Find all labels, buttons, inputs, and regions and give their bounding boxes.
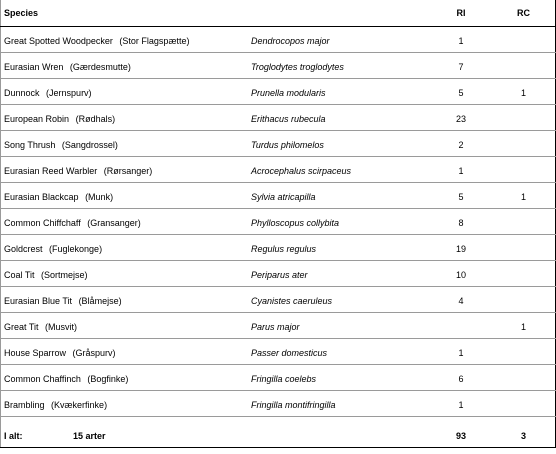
common-name: Coal Tit [4,270,35,280]
ri-cell: 2 [458,140,464,150]
latin-name-cell: Sylvia atricapilla [251,192,316,202]
latin-name-cell: Dendrocopos major [251,36,330,46]
table-row [0,53,556,79]
latin-name-cell: Troglodytes troglodytes [251,62,344,72]
danish-name: (Gråspurv) [72,348,116,358]
common-name: House Sparrow [4,348,67,358]
table-footer-row [0,422,556,448]
common-name: Common Chaffinch [4,374,81,384]
table-row [0,365,556,391]
danish-name: (Rørsanger) [103,166,153,176]
latin-name-cell: Parus major [251,322,300,332]
species-name-cell [4,35,189,47]
danish-name: (Jernspurv) [46,88,92,98]
ri-cell: 8 [458,218,464,228]
danish-name: (Gærdesmutte) [69,62,131,72]
species-name-cell [4,87,92,99]
table-row [0,235,556,261]
ri-cell: 1 [458,166,464,176]
latin-name-cell: Fringilla montifringilla [251,400,336,410]
species-name-cell [4,191,113,203]
species-name-cell [4,399,107,411]
danish-name: (Sangdrossel) [61,140,118,150]
footer-rc-total: 3 [520,431,526,441]
common-name: Great Tit [4,322,39,332]
footer-ri-total: 93 [455,431,466,441]
common-name: Common Chiffchaff [4,218,81,228]
danish-name: (Sortmejse) [41,270,88,280]
table-row [0,287,556,313]
ri-cell: 5 [458,88,464,98]
danish-name: (Blåmejse) [78,296,122,306]
common-name: Goldcrest [4,244,43,254]
species-name-cell [4,243,102,255]
danish-name: (Munk) [85,192,114,202]
ri-cell: 7 [458,62,464,72]
species-name-cell [4,113,115,125]
latin-name-cell: Cyanistes caeruleus [251,296,333,306]
rc-cell: 1 [520,322,526,332]
table-row [0,339,556,365]
table-row [0,79,556,105]
ri-cell: 10 [455,270,466,280]
common-name: Eurasian Reed Warbler [4,166,98,176]
common-name: European Robin [4,114,70,124]
header-rc: RC [517,8,530,18]
ri-cell: 5 [458,192,464,202]
table-row [0,261,556,287]
header-species: Species [4,8,39,18]
species-name-cell [4,61,131,73]
latin-name-cell: Passer domesticus [251,348,328,358]
rc-cell: 1 [520,88,526,98]
latin-name-cell: Phylloscopus collybita [251,218,340,228]
danish-name: (Fuglekonge) [49,244,103,254]
table-row [0,209,556,235]
ri-cell: 6 [458,374,464,384]
latin-name-cell: Turdus philomelos [251,140,324,150]
common-name: Great Spotted Woodpecker [4,36,113,46]
footer-label: I alt: [4,431,23,441]
latin-name-cell: Prunella modularis [251,88,326,98]
species-name-cell [4,165,152,177]
danish-name: (Stor Flagspætte) [119,36,190,46]
common-name: Eurasian Blue Tit [4,296,73,306]
latin-name-cell: Periparus ater [251,270,308,280]
ri-cell: 23 [455,114,466,124]
ri-cell: 4 [458,296,464,306]
species-name-cell [4,295,122,307]
common-name: Dunnock [4,88,40,98]
ri-cell: 1 [458,36,464,46]
danish-name: (Gransanger) [87,218,141,228]
table-header-row [0,0,556,27]
table-row [0,391,556,417]
common-name: Eurasian Blackcap [4,192,79,202]
rc-cell: 1 [520,192,526,202]
common-name: Song Thrush [4,140,56,150]
ri-cell: 19 [455,244,466,254]
common-name: Brambling [4,400,45,410]
table-row [0,313,556,339]
ri-cell: 1 [458,400,464,410]
header-ri: RI [456,8,466,18]
latin-name-cell: Regulus regulus [251,244,317,254]
latin-name-cell: Fringilla coelebs [251,374,317,384]
species-name-cell [4,321,77,333]
latin-name-cell: Erithacus rubecula [251,114,326,124]
species-name-cell [4,347,116,359]
table-row [0,157,556,183]
danish-name: (Kvækerfinke) [51,400,108,410]
species-name-cell [4,217,141,229]
table-row [0,27,556,53]
latin-name-cell: Acrocephalus scirpaceus [251,166,352,176]
footer-species-count: 15 arter [73,431,106,441]
ri-cell: 1 [458,348,464,358]
species-name-cell [4,139,118,151]
species-name-cell [4,373,128,385]
table-row [0,183,556,209]
danish-name: (Bogfinke) [87,374,129,384]
species-name-cell [4,269,88,281]
danish-name: (Rødhals) [75,114,116,124]
common-name: Eurasian Wren [4,62,64,72]
table-row [0,105,556,131]
danish-name: (Musvit) [45,322,78,332]
table-row [0,131,556,157]
